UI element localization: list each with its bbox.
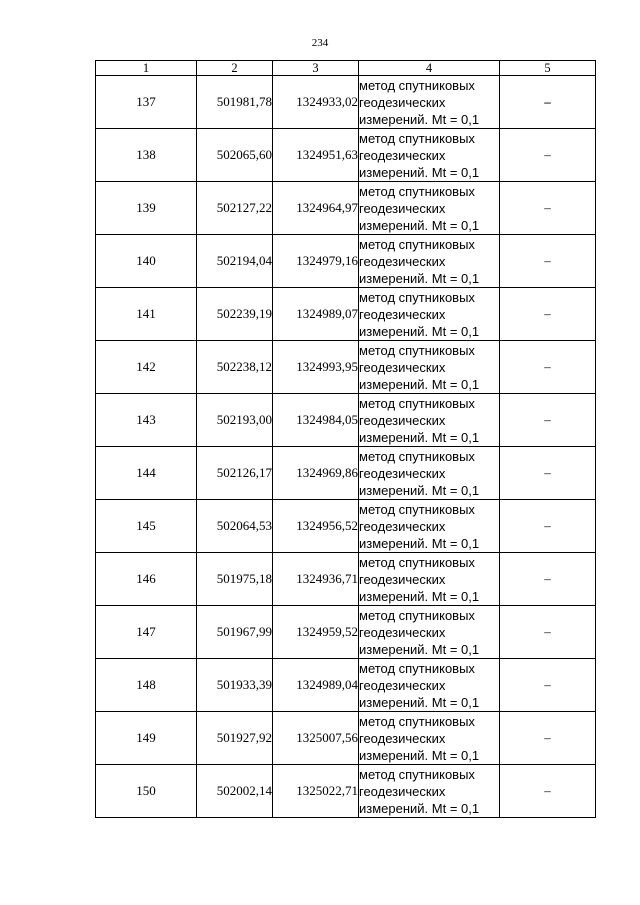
y-coordinate-cell: 1324969,86 [273,447,359,500]
method-cell [359,394,500,447]
table-row [96,500,596,553]
coordinates-table [95,60,596,818]
note-cell: – [500,765,596,818]
table-row [96,606,596,659]
method-line: метод спутниковых [359,660,475,676]
method-line: геодезических [359,677,446,693]
y-coordinate-cell: 1324984,05 [273,394,359,447]
method-cell [359,129,500,182]
x-coordinate-cell: 502238,12 [197,341,273,394]
point-number-cell: 149 [96,712,197,765]
method-line: геодезических [359,412,446,428]
method-line: метод спутниковых [359,289,475,305]
method-line: метод спутниковых [359,183,475,199]
point-number-cell: 142 [96,341,197,394]
method-line: измерений. Mt = 0,1 [359,588,480,604]
header-cell-2: 2 [197,61,273,76]
method-line: метод спутниковых [359,342,475,358]
point-number-cell: 140 [96,235,197,288]
table-row [96,182,596,235]
method-line: измерений. Mt = 0,1 [359,270,480,286]
method-cell [359,553,500,606]
point-number-cell: 141 [96,288,197,341]
method-line: измерений. Mt = 0,1 [359,217,480,233]
table-row [96,129,596,182]
method-line: геодезических [359,306,446,322]
x-coordinate-cell: 502126,17 [197,447,273,500]
method-cell [359,76,500,129]
x-coordinate-cell: 502193,00 [197,394,273,447]
method-line: метод спутниковых [359,395,475,411]
page-number: 234 [311,37,329,49]
method-line: геодезических [359,94,446,110]
method-line: геодезических [359,359,446,375]
point-number-cell: 138 [96,129,197,182]
method-line: метод спутниковых [359,607,475,623]
table-row [96,76,596,129]
method-line: измерений. Mt = 0,1 [359,429,480,445]
y-coordinate-cell: 1324989,07 [273,288,359,341]
method-cell [359,235,500,288]
method-line: измерений. Mt = 0,1 [359,376,480,392]
y-coordinate-cell: 1325007,56 [273,712,359,765]
table-header-row [96,61,596,76]
table-row [96,765,596,818]
method-line: метод спутниковых [359,501,475,517]
y-coordinate-cell: 1324979,16 [273,235,359,288]
method-line: метод спутниковых [359,766,475,782]
y-coordinate-cell: 1324964,97 [273,182,359,235]
note-cell: – [500,606,596,659]
method-line: измерений. Mt = 0,1 [359,641,480,657]
method-cell [359,659,500,712]
y-coordinate-cell: 1325022,71 [273,765,359,818]
table-row [96,659,596,712]
point-number-cell: 147 [96,606,197,659]
x-coordinate-cell: 501933,39 [197,659,273,712]
header-cell-3: 3 [273,61,359,76]
table-row [96,394,596,447]
method-cell [359,288,500,341]
method-line: геодезических [359,624,446,640]
method-line: геодезических [359,147,446,163]
note-cell: – [500,182,596,235]
x-coordinate-cell: 502239,19 [197,288,273,341]
method-line: измерений. Mt = 0,1 [359,482,480,498]
x-coordinate-cell: 501975,18 [197,553,273,606]
point-number-cell: 145 [96,500,197,553]
method-line: измерений. Mt = 0,1 [359,323,480,339]
point-number-cell: 148 [96,659,197,712]
y-coordinate-cell: 1324933,02 [273,76,359,129]
method-line: метод спутниковых [359,130,475,146]
table-row [96,553,596,606]
point-number-cell: 146 [96,553,197,606]
method-line: измерений. Mt = 0,1 [359,535,480,551]
method-cell [359,500,500,553]
note-cell: – [500,500,596,553]
header-cell-4: 4 [359,61,500,76]
x-coordinate-cell: 501981,78 [197,76,273,129]
table-row [96,341,596,394]
x-coordinate-cell: 502127,22 [197,182,273,235]
note-cell: – [500,712,596,765]
method-cell [359,341,500,394]
table-row [96,447,596,500]
method-line: метод спутниковых [359,713,475,729]
method-cell [359,447,500,500]
x-coordinate-cell: 501967,99 [197,606,273,659]
point-number-cell: 144 [96,447,197,500]
method-line: геодезических [359,571,446,587]
method-line: измерений. Mt = 0,1 [359,111,480,127]
y-coordinate-cell: 1324959,52 [273,606,359,659]
method-cell [359,765,500,818]
method-line: геодезических [359,783,446,799]
table-body [96,61,596,818]
note-cell: – [500,659,596,712]
note-cell: – [500,394,596,447]
header-cell-1: 1 [96,61,197,76]
method-line: геодезических [359,200,446,216]
y-coordinate-cell: 1324989,04 [273,659,359,712]
method-cell [359,606,500,659]
method-cell [359,182,500,235]
method-line: измерений. Mt = 0,1 [359,747,480,763]
method-line: геодезических [359,518,446,534]
method-cell [359,712,500,765]
header-cell-5: 5 [500,61,596,76]
x-coordinate-cell: 502194,04 [197,235,273,288]
note-cell: – [500,553,596,606]
y-coordinate-cell: 1324936,71 [273,553,359,606]
note-cell: – [500,76,596,129]
method-line: измерений. Mt = 0,1 [359,694,480,710]
y-coordinate-cell: 1324951,63 [273,129,359,182]
method-line: метод спутниковых [359,77,475,93]
table-row [96,235,596,288]
y-coordinate-cell: 1324993,95 [273,341,359,394]
method-line: метод спутниковых [359,236,475,252]
point-number-cell: 139 [96,182,197,235]
method-line: геодезических [359,253,446,269]
note-cell: – [500,129,596,182]
table-row [96,288,596,341]
y-coordinate-cell: 1324956,52 [273,500,359,553]
x-coordinate-cell: 502002,14 [197,765,273,818]
method-line: измерений. Mt = 0,1 [359,800,480,816]
point-number-cell: 137 [96,76,197,129]
note-cell: – [500,341,596,394]
x-coordinate-cell: 502065,60 [197,129,273,182]
note-cell: – [500,447,596,500]
note-cell: – [500,235,596,288]
method-line: геодезических [359,465,446,481]
method-line: метод спутниковых [359,554,475,570]
x-coordinate-cell: 501927,92 [197,712,273,765]
method-line: метод спутниковых [359,448,475,464]
note-cell: – [500,288,596,341]
point-number-cell: 150 [96,765,197,818]
method-line: геодезических [359,730,446,746]
table-row [96,712,596,765]
point-number-cell: 143 [96,394,197,447]
x-coordinate-cell: 502064,53 [197,500,273,553]
method-line: измерений. Mt = 0,1 [359,164,480,180]
